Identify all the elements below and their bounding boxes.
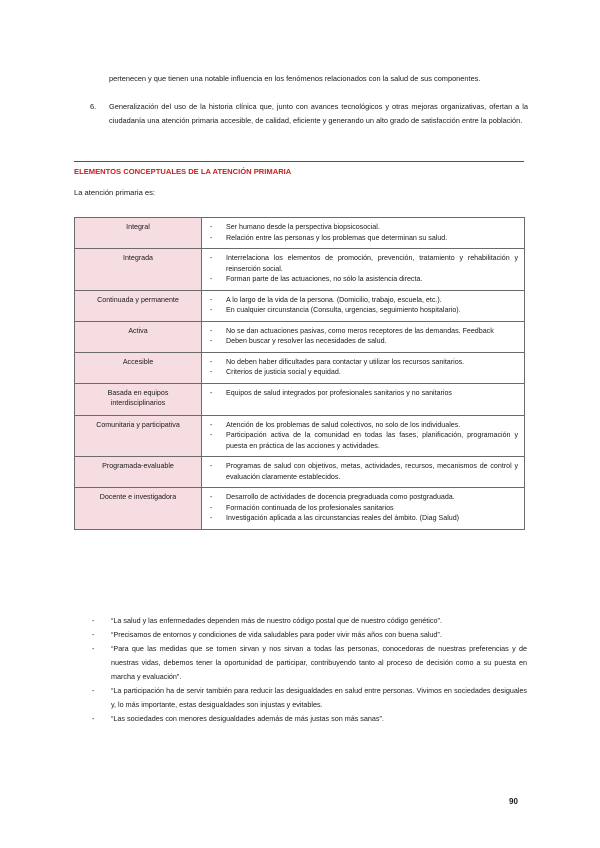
table-row	[75, 457, 525, 488]
row-description	[202, 415, 525, 457]
row-bullet: - Deben buscar y resolver las necesidades de salud.	[208, 336, 518, 347]
row-bullet: - Participación activa de la comunidad en todas las fases, planificación, programación y puesta en práctica de las acciones y actividades.	[208, 430, 518, 451]
row-description	[202, 321, 525, 352]
row-bullet: - Equipos de salud integrados por profesionales sanitarios y no sanitarios	[208, 388, 518, 399]
section-intro: La atención primaria es:	[74, 188, 156, 197]
row-bullet: - Relación entre las personas y los problemas que determinan su salud.	[208, 233, 518, 244]
row-bullet: - Forman parte de las actuaciones, no sólo la asistencia directa.	[208, 274, 518, 285]
row-label: Integrada	[75, 249, 202, 291]
continuation-paragraph: pertenecen y que tienen una notable influencia en los fenómenos relacionados con la salud de sus componentes.	[109, 74, 481, 83]
row-label: Programada-evaluable	[75, 457, 202, 488]
row-bullet: - Interrelaciona los elementos de promoción, prevención, tratamiento y rehabilitación y reinserción social.	[208, 253, 518, 274]
row-bullet: - No se dan actuaciones pasivas, como meros receptores de las demandas. Feedback	[208, 326, 518, 337]
row-bullet: - Programas de salud con objetivos, metas, actividades, recursos, mecanismos de control y evaluación claramente establecidos.	[208, 461, 518, 482]
table-row	[75, 415, 525, 457]
row-description	[202, 383, 525, 415]
page-number: 90	[509, 797, 518, 806]
row-description	[202, 457, 525, 488]
row-bullet: - No deben haber dificultades para contactar y utilizar los recursos sanitarios.	[208, 357, 518, 368]
quote-item: - “Para que las medidas que se tomen sirvan y nos sirvan a todas las personas, conocedoras de nuestras preferencias y de nuestras vidas, debemos tener la oportunidad de participar, contribuyendo tanto al proceso de decisión como a su puesta en marcha y evaluación”.	[92, 642, 527, 684]
table-row	[75, 249, 525, 291]
elements-table	[74, 217, 525, 530]
row-description	[202, 218, 525, 249]
table-row	[75, 383, 525, 415]
row-bullet: - Formación continuada de los profesionales sanitarios	[208, 503, 518, 514]
quote-item: - “Las sociedades con menores desigualdades además de más justas son más sanas”.	[92, 712, 527, 726]
row-label: Continuada y permanente	[75, 290, 202, 321]
row-bullet: - Criterios de justicia social y equidad.	[208, 367, 518, 378]
row-description	[202, 488, 525, 530]
row-label: Activa	[75, 321, 202, 352]
row-label: Docente e investigadora	[75, 488, 202, 530]
row-description	[202, 352, 525, 383]
quotes-list	[92, 614, 527, 726]
row-label: Comunitaria y participativa	[75, 415, 202, 457]
row-label: Integral	[75, 218, 202, 249]
row-label: Accesible	[75, 352, 202, 383]
quote-item: - “La participación ha de servir también para reducir las desigualdades en salud entre personas. Vivimos en sociedades desiguales y, lo más importante, estas desigualdades son injustas y evitables.	[92, 684, 527, 712]
table-row	[75, 352, 525, 383]
row-bullet: - Ser humano desde la perspectiva biopsicosocial.	[208, 222, 518, 233]
row-description	[202, 290, 525, 321]
row-bullet: - Investigación aplicada a las circunstancias reales del ámbito. (Diag Salud)	[208, 513, 518, 524]
table-row	[75, 290, 525, 321]
numbered-item-6	[90, 100, 528, 128]
item-text: Generalización del uso de la historia clínica que, junto con avances tecnológicos y otras mejoras organizativas, ofertan a la ciudadanía una atención primaria accesible, de calidad, eficiente y generando un alto grado de satisfacción entre la población.	[109, 102, 528, 125]
row-bullet: - Atención de los problemas de salud colectivos, no solo de los individuales.	[208, 420, 518, 431]
item-number: 6.	[90, 102, 97, 111]
table-row	[75, 488, 525, 530]
row-bullet: - A lo largo de la vida de la persona. (Domicilio, trabajo, escuela, etc.).	[208, 295, 518, 306]
section-title: ELEMENTOS CONCEPTUALES DE LA ATENCIÓN PRIMARIA	[74, 161, 524, 176]
row-bullet: - En cualquier circunstancia (Consulta, urgencias, seguimiento hospitalario).	[208, 305, 518, 316]
quote-item: - “La salud y las enfermedades dependen más de nuestro código postal que de nuestro código genético”.	[92, 614, 527, 628]
table-row	[75, 321, 525, 352]
table-row	[75, 218, 525, 249]
row-description	[202, 249, 525, 291]
row-label: Basada en equipos interdisciplinarios	[75, 383, 202, 415]
quote-item: - “Precisamos de entornos y condiciones de vida saludables para poder vivir más años con buena salud”.	[92, 628, 527, 642]
row-bullet: - Desarrollo de actividades de docencia pregraduada como postgraduada.	[208, 492, 518, 503]
